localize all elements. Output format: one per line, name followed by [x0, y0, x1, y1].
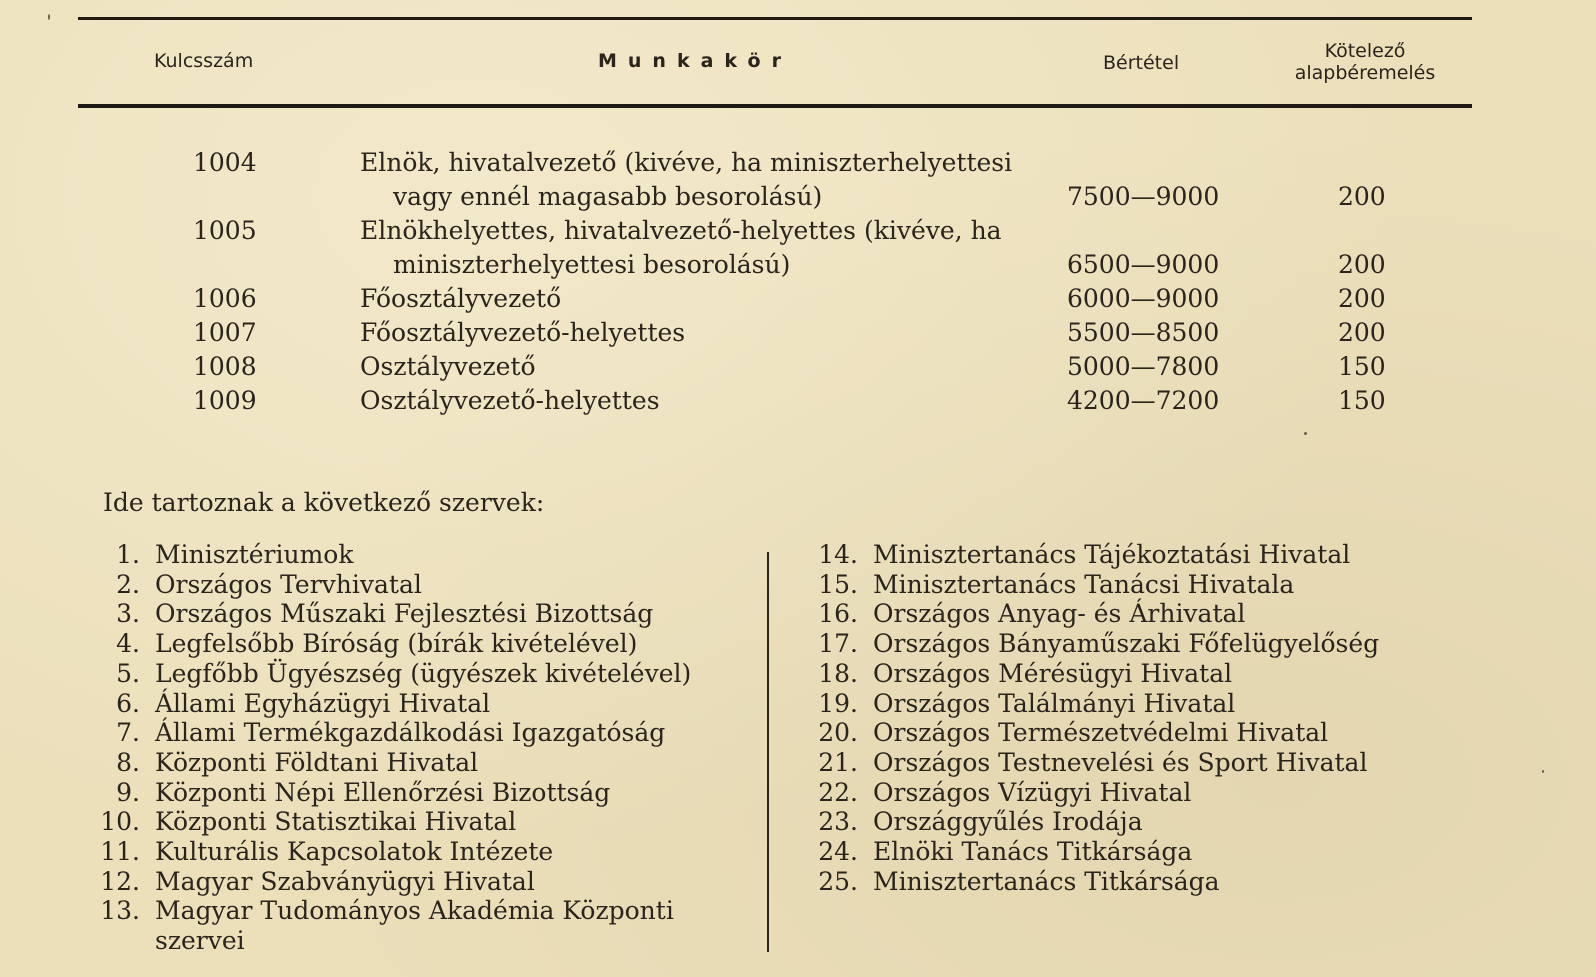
row-title-line1: Osztályvezető-helyettes [360, 386, 660, 415]
list-item [100, 570, 720, 600]
list-item-name: Legfőbb Ügyészség (ügyészek kivételével) [155, 658, 692, 688]
list-item [818, 689, 1558, 719]
list-item [100, 689, 720, 719]
list-item [100, 896, 720, 955]
list-item-number: 13. [100, 896, 140, 926]
table-row [0, 350, 1596, 384]
row-code: 1007 [193, 318, 257, 347]
list-item-name: Állami Egyházügyi Hivatal [155, 688, 491, 718]
row-range: 5000—7800 [1067, 352, 1220, 381]
list-item-number: 18. [818, 658, 858, 688]
header-kotelezo-line1: Kötelező [1324, 40, 1406, 62]
list-item-name: Magyar Szabványügyi Hivatal [155, 866, 535, 896]
table-row [0, 146, 1596, 214]
row-code: 1006 [193, 284, 257, 313]
row-range: 6000—9000 [1067, 284, 1220, 313]
list-item-number: 7. [116, 718, 140, 748]
organizations-intro: Ide tartoznak a következő szervek: [103, 488, 545, 517]
header-kotelezo-line2: alapbéremelés [1294, 62, 1436, 84]
row-title [360, 316, 1040, 350]
list-item-name: Országos Találmányi Hivatal [873, 688, 1236, 718]
list-item-number: 22. [818, 777, 858, 807]
list-item-number: 4. [116, 629, 140, 659]
row-raise: 200 [1338, 284, 1386, 313]
row-title-line2: vagy ennél magasabb besorolású) [393, 182, 823, 211]
row-raise: 150 [1338, 352, 1386, 381]
list-item-number: 8. [116, 747, 140, 777]
list-item-name: Országos Tervhivatal [155, 569, 422, 599]
row-title-line1: Főosztályvezető-helyettes [360, 318, 686, 347]
row-code: 1005 [193, 216, 257, 245]
list-item [818, 718, 1558, 748]
list-item-name: Országos Testnevelési és Sport Hivatal [873, 747, 1368, 777]
list-item [100, 837, 720, 867]
row-range: 7500—9000 [1067, 182, 1220, 211]
row-raise: 200 [1338, 250, 1386, 279]
list-item-number: 20. [818, 718, 858, 748]
list-item [818, 629, 1558, 659]
list-item-number: 9. [116, 777, 140, 807]
row-title-line1: Főosztályvezető [360, 284, 562, 313]
list-item [818, 659, 1558, 689]
list-item [818, 570, 1558, 600]
header-kulcsszam: Kulcsszám [154, 50, 254, 72]
list-item-number: 3. [116, 599, 140, 629]
list-item-name: Minisztériumok [155, 540, 354, 569]
list-item-name: Országos Műszaki Fejlesztési Bizottság [155, 599, 654, 629]
list-item [100, 867, 720, 897]
list-item-name: Minisztertanács Tanácsi Hivatala [873, 569, 1295, 599]
list-item-number: 1. [116, 540, 140, 569]
list-item [100, 659, 720, 689]
list-item-number: 21. [818, 747, 858, 777]
row-title [360, 146, 1040, 214]
list-item-name: Állami Termékgazdálkodási Igazgatóság [155, 718, 666, 748]
organizations-list-right [818, 540, 1558, 896]
list-item-number: 16. [818, 599, 858, 629]
list-item-name: Magyar Tudományos Akadémia Központi szervei [155, 896, 674, 956]
list-item-name: Minisztertanács Tájékoztatási Hivatal [873, 540, 1351, 569]
list-item-name: Központi Földtani Hivatal [155, 747, 479, 777]
row-title [360, 350, 1040, 384]
salary-table [0, 146, 1596, 418]
table-row [0, 316, 1596, 350]
paper-speck [48, 14, 50, 20]
row-code: 1008 [193, 352, 257, 381]
table-row [0, 282, 1596, 316]
row-title-line1: Osztályvezető [360, 352, 536, 381]
row-code: 1004 [193, 148, 257, 177]
list-item-name: Elnöki Tanács Titkársága [873, 837, 1193, 867]
organizations-list-left [100, 540, 720, 956]
list-item-name: Országos Anyag- és Árhivatal [873, 599, 1246, 629]
row-raise: 200 [1338, 318, 1386, 347]
list-item-number: 6. [116, 688, 140, 718]
header-bertetel: Bértétel [1103, 52, 1180, 74]
header-kotelezo-alapberemeles [1284, 40, 1446, 84]
row-range: 4200—7200 [1067, 386, 1220, 415]
list-item [100, 629, 720, 659]
list-item-number: 19. [818, 688, 858, 718]
list-item [100, 599, 720, 629]
row-title [360, 384, 1040, 418]
list-item [100, 807, 720, 837]
list-item-number: 24. [818, 837, 858, 867]
paper-speck [1304, 432, 1307, 435]
list-item-number: 14. [818, 540, 858, 569]
row-title-line1: Elnök, hivatalvezető (kivéve, ha miniszterhelyettesi [360, 148, 1013, 177]
row-code: 1009 [193, 386, 257, 415]
list-item [818, 837, 1558, 867]
row-raise: 150 [1338, 386, 1386, 415]
list-item-name: Minisztertanács Titkársága [873, 866, 1220, 896]
list-item [100, 718, 720, 748]
list-item [818, 540, 1558, 570]
list-item [100, 778, 720, 808]
list-item-name: Központi Statisztikai Hivatal [155, 807, 517, 837]
row-raise: 200 [1338, 182, 1386, 211]
table-row [0, 214, 1596, 282]
table-row [0, 384, 1596, 418]
row-title-line2: miniszterhelyettesi besorolású) [393, 250, 791, 279]
list-item-number: 23. [818, 807, 858, 837]
list-item-name: Országos Természetvédelmi Hivatal [873, 718, 1329, 748]
list-item-number: 5. [116, 658, 140, 688]
list-item [100, 540, 720, 570]
list-item-name: Központi Népi Ellenőrzési Bizottság [155, 777, 611, 807]
list-item-name: Kulturális Kapcsolatok Intézete [155, 837, 554, 867]
row-range: 6500—9000 [1067, 250, 1220, 279]
list-item-number: 12. [100, 866, 140, 896]
row-title-line1: Elnökhelyettes, hivatalvezető-helyettes (kivéve, ha [360, 216, 1002, 245]
list-item [818, 599, 1558, 629]
list-item-number: 15. [818, 569, 858, 599]
list-item [818, 807, 1558, 837]
list-item-name: Legfelsőbb Bíróság (bírák kivételével) [155, 629, 638, 659]
header-bottom-rule [78, 104, 1472, 108]
column-divider [767, 552, 769, 952]
list-item-name: Országos Vízügyi Hivatal [873, 777, 1192, 807]
list-item-number: 17. [818, 629, 858, 659]
list-item [818, 778, 1558, 808]
row-title [360, 214, 1040, 282]
list-item [818, 867, 1558, 897]
list-item-number: 2. [116, 569, 140, 599]
list-item [818, 748, 1558, 778]
list-item-number: 10. [100, 807, 140, 837]
list-item-number: 11. [100, 837, 140, 867]
paper-speck [1542, 770, 1544, 773]
list-item-name: Országgyűlés Irodája [873, 807, 1143, 837]
list-item-name: Országos Bányaműszaki Főfelügyelőség [873, 629, 1380, 659]
list-item [100, 748, 720, 778]
row-title [360, 282, 1040, 316]
list-item-number: 25. [818, 866, 858, 896]
list-item-name: Országos Mérésügyi Hivatal [873, 658, 1233, 688]
row-range: 5500—8500 [1067, 318, 1220, 347]
header-top-rule [78, 17, 1472, 20]
header-munkakor: Munkakör [598, 50, 792, 72]
